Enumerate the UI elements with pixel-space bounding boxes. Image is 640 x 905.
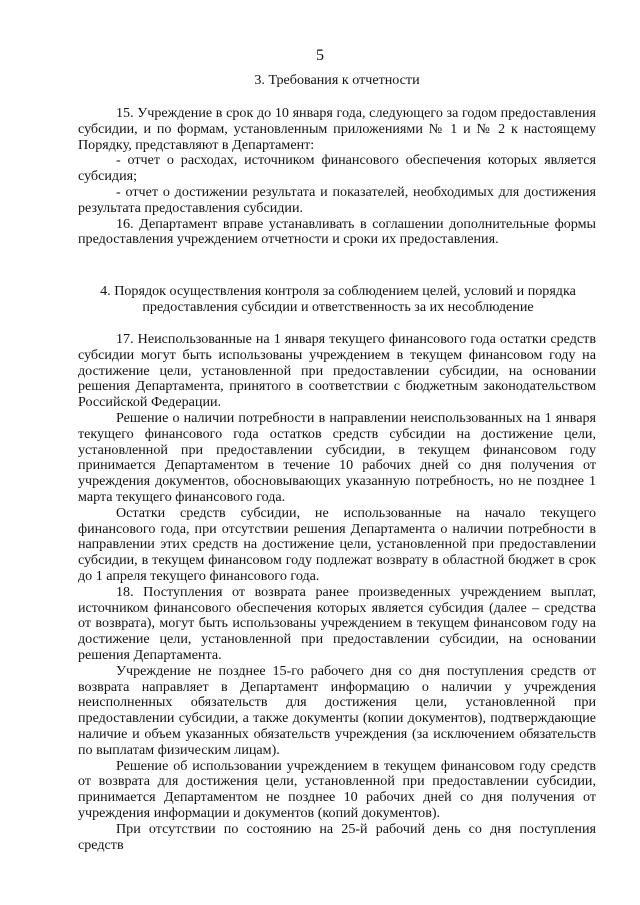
paragraph-17-remainders: Остатки средств субсидии, не использованные на начало текущего финансового года, при отсутствии решения Департамента о наличии потребности в направлении этих средств на достижение цели, установленной при предоставлении субсидии, в текущем финансовом году подлежат возврату в областной бюджет в срок до 1 апреля текущего финансового года. [78,504,596,584]
section-4-body [78,332,596,853]
page-number: 5 [316,47,324,64]
paragraph-18-absence: При отсутствии по состоянию на 25-й рабочий день со дня поступления средств [78,820,596,853]
paragraph-17: 17. Неиспользованные на 1 января текущего финансового года остатки средств субсидии могут быть использованы учреждением в текущем финансовом году на достижение цели, установленной при предоставлении субсидии, на основании решения Департамента, принятого в соответствии с бюджетным законодательством Российской Федерации. [78,331,596,411]
section-3-body [78,106,596,248]
paragraph-16: 16. Департамент вправе устанавливать в соглашении дополнительные формы предоставления учреждением отчетности и сроки их предоставления. [78,215,596,248]
paragraph-17-decision: Решение о наличии потребности в направлении неиспользованных на 1 января текущего финансового года остатков средств субсидии на достижение цели, установленной при предоставлении субсидии, в текущем финансовом году принимается Департаментом в течение 10 рабочих дней со дня получения от учреждения документов, обосновывающих указанную потребность, но не позднее 1 марта текущего финансового года. [78,409,596,505]
paragraph-18-decision: Решение об использовании учреждением в текущем финансовом году средств от возврата для достижения цели, установленной при предоставлении субсидии, принимается Департаментом не позднее 10 рабочих дней со дня получения от учреждения информации и документов (копий документов). [78,757,596,821]
paragraph-15: 15. Учреждение в срок до 10 января года, следующего за годом предоставления субсидии, и по формам, установленным приложениями № 1 и № 2 к настоящему Порядку, представляют в Департамент: [78,105,596,153]
section-3-heading: 3. Требования к отчетности [254,72,420,88]
paragraph-18: 18. Поступления от возврата ранее произведенных учреждением выплат, источником финансового обеспечения которых является субсидия (далее – средства от возврата), могут быть использованы учреждением в текущем финансовом году на достижение цели, установленной при предоставлении субсидии, на основании решения Департамента. [78,583,596,663]
section-4-heading: 4. Порядок осуществления контроля за соблюдением целей, условий и порядка предоставления субсидии и ответственность за их несоблюдение [100,283,576,315]
paragraph-18-information: Учреждение не позднее 15-го рабочего дня со дня поступления средств от возврата направляет в Департамент информацию о наличии у учреждения неисполненных обязательств для достижения цели, установленной при предоставлении субсидии, а также документы (копии документов), подтверждающие наличие и объем указанных обязательств учреждения (за исключением обязательств по выплатам физическим лицам). [78,662,596,758]
list-item-expense-report: - отчет о расходах, источником финансового обеспечения которых является субсидия; [78,152,596,185]
list-item-result-report: - отчет о достижении результата и показателей, необходимых для достижения результата предоставления субсидии. [78,183,596,216]
